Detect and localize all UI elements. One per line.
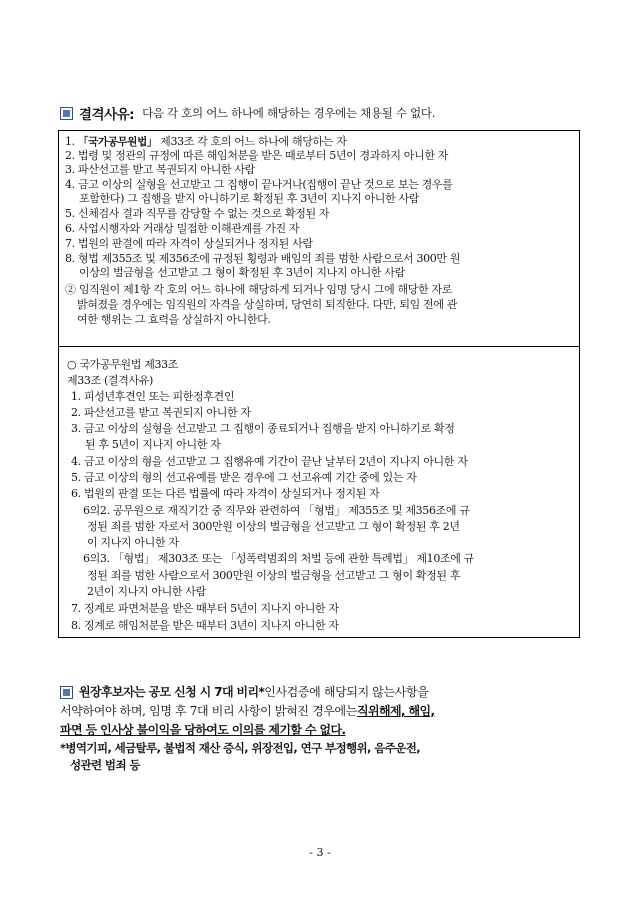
square-bullet-icon — [60, 686, 73, 699]
law-item: 6의2. 공무원으로 재직기간 중 직무와 관련하여 「형법」 제355조 및 제356조에 규 — [83, 504, 470, 517]
list-item-continued: 이상의 벌금형을 선고받고 그 형이 확정된 후 3년이 지나지 아니한 사람 — [79, 266, 405, 279]
law-item-continued: 정된 죄를 범한 사람으로서 300만원 이상의 벌금형을 선고받고 그 형이 확정된 후 — [87, 569, 461, 582]
law-heading: ○ 국가공무원법 제33조 — [67, 358, 179, 371]
law-item: 8. 징계로 해임처분을 받은 때부터 3년이 지나지 아니한 자 — [71, 619, 339, 632]
list-item: 6. 사업시행자와 거래상 밀접한 이해관계를 가진 자 — [65, 222, 300, 235]
law-item-continued: 된 후 5년이 지나지 아니한 자 — [85, 438, 221, 451]
disqualification-header — [60, 103, 600, 123]
list-item-continued: 포함한다) 그 집행을 받지 아니하기로 확정된 후 3년이 지나지 아니한 사람 — [79, 192, 420, 205]
list-item: 7. 법원의 판결에 따라 자격이 상실되거나 정지된 사람 — [65, 237, 313, 250]
list-item: 8. 형법 제355조 및 제356조에 규정된 횡령과 배임의 죄를 범한 사람으로서 300만 원 — [65, 252, 461, 265]
disqualification-box — [58, 130, 580, 638]
law-subheading: 제33조 (결격사유) — [67, 374, 153, 387]
section-description: 다음 각 호의 어느 하나에 해당하는 경우에는 채용될 수 없다. — [142, 106, 436, 120]
list-item: 3. 파산선고를 받고 복권되지 아니한 사람 — [65, 163, 255, 176]
law-item-continued: 이 지나지 아니한 자 — [87, 536, 179, 549]
law-item: 2. 파산선고를 받고 복권되지 아니한 자 — [71, 406, 251, 419]
square-bullet-icon — [60, 107, 73, 120]
list-item-continued: 밝혀졌을 경우에는 임직원의 자격을 상실하며, 당연히 퇴직한다. 다만, 퇴임 전에 관 — [77, 298, 458, 311]
law-item: 6. 법원의 판결 또는 다른 법률에 따라 자격이 상실되거나 정지된 자 — [71, 487, 380, 500]
seven-corruption-section — [60, 683, 590, 740]
section2-emphasis: 파면 등 인사상 불이익을 당하여도 이의를 제기할 수 없다. — [60, 723, 346, 737]
list-item: ② 임직원이 제1항 각 호의 어느 하나에 해당하게 되거나 임명 당시 그에 해당한 자로 — [65, 283, 453, 296]
list-item: 1. 「국가공무원법」 제33조 각 호의 어느 하나에 해당하는 자 — [65, 135, 347, 148]
law-item: 1. 피성년후견인 또는 피한정후견인 — [71, 390, 235, 403]
law-item: 7. 징계로 파면처분을 받은 때부터 5년이 지나지 아니한 자 — [71, 602, 339, 615]
law-item-continued: 2년이 지나지 아니한 사람 — [87, 585, 206, 598]
law-item: 5. 금고 이상의 형의 선고유예를 받은 경우에 그 선고유예 기간 중에 있는 자 — [71, 471, 417, 484]
section-title: 결격사유: — [79, 107, 135, 123]
section2-text: 서약하여야 하며, 임명 후 7대 비리 사항이 밝혀진 경우에는 — [60, 704, 358, 718]
list-item: 2. 법령 및 정관의 규정에 따른 해임처분을 받은 때로부터 5년이 경과하지 아니한 자 — [65, 149, 449, 162]
footnote-line: 성관련 범죄 등 — [70, 758, 140, 772]
footnote — [60, 740, 420, 774]
law-item-continued: 정된 죄를 범한 자로서 300만원 이상의 벌금형을 선고받고 그 형이 확정된 후 2년 — [87, 520, 460, 533]
section2-title: 원장후보자는 공모 신청 시 7대 비리* — [79, 685, 265, 699]
footnote-line: *병역기피, 세금탈루, 불법적 재산 증식, 위장전입, 연구 부정행위, 음주운전, — [60, 741, 421, 755]
list-item-continued: 여한 행위는 그 효력을 상실하지 아니한다. — [77, 313, 271, 326]
box-divider — [59, 346, 579, 347]
list-item: 5. 신체검사 결과 직무를 감당할 수 없는 것으로 확정된 자 — [65, 207, 330, 220]
list-item: 4. 금고 이상의 실형을 선고받고 그 집행이 끝나거나(집행이 끝난 것으로 보는 경우를 — [65, 178, 453, 191]
section2-line — [60, 683, 590, 702]
section2-line — [60, 721, 590, 740]
law-item: 6의3. 「형법」 제303조 또는 「성폭력범죄의 처벌 등에 관한 특례법」 제10조에 규 — [83, 552, 474, 565]
page-number: - 3 - — [309, 846, 331, 859]
law-item: 4. 금고 이상의 형을 선고받고 그 집행유예 기간이 끝난 날부터 2년이 지나지 아니한 자 — [71, 455, 468, 468]
section2-text: 인사검증에 해당되지 않는사항을 — [264, 685, 429, 699]
law-item: 3. 금고 이상의 실형을 선고받고 그 집행이 종료되거나 집행을 받지 아니하기로 확정 — [71, 422, 455, 435]
section2-line — [60, 702, 590, 721]
section2-emphasis: 직위해제, 해임, — [357, 704, 435, 718]
